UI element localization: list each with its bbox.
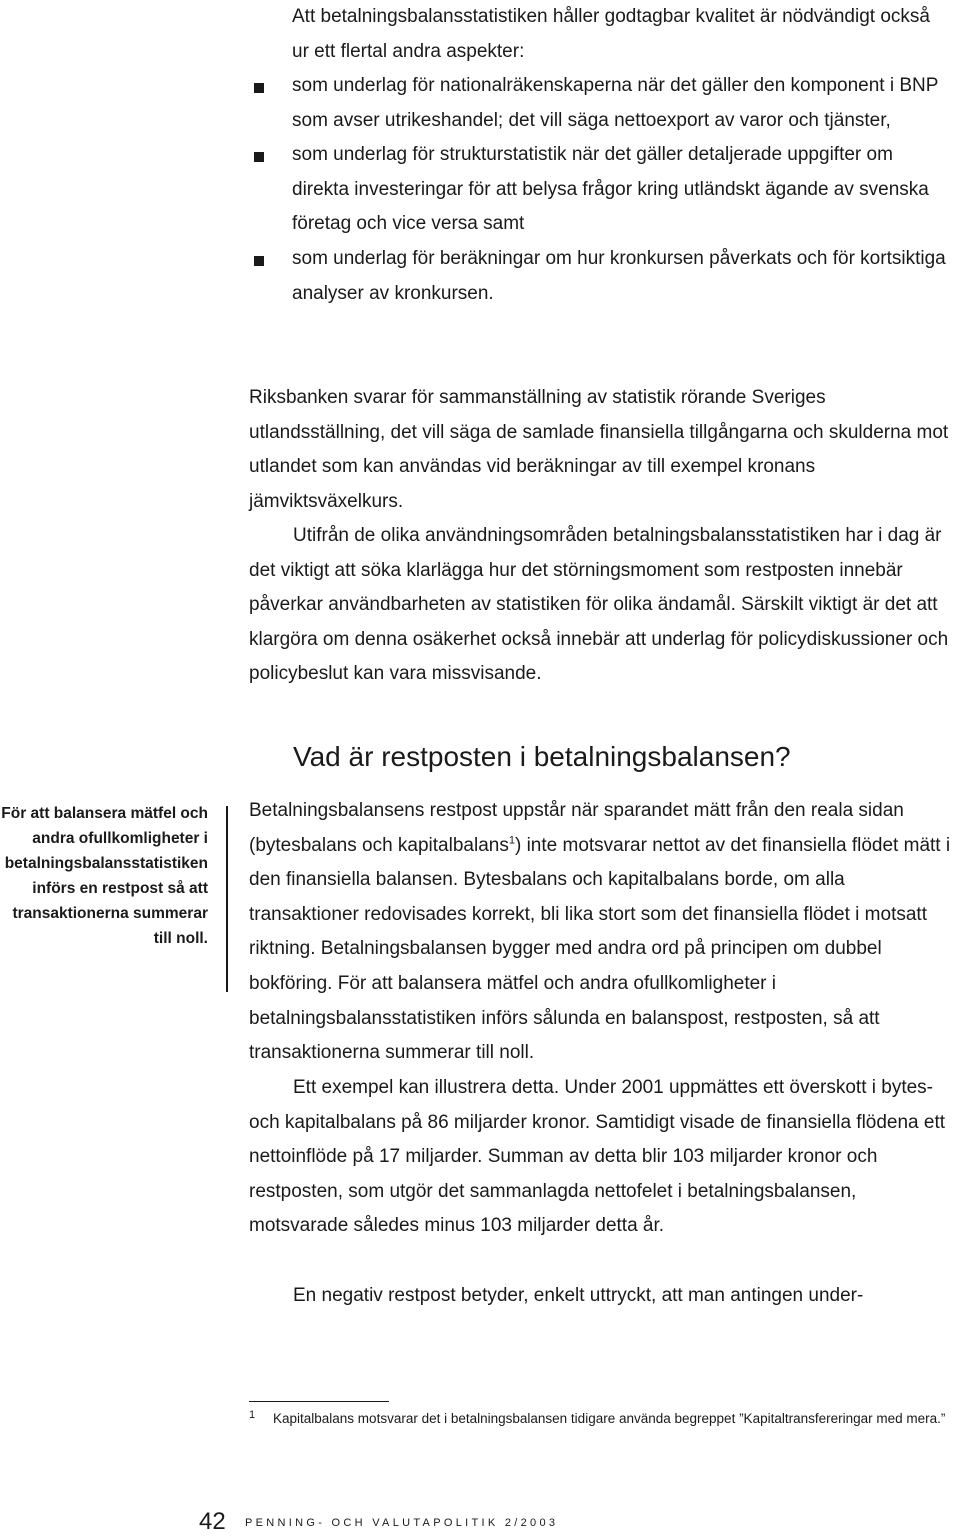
- body-paragraph: [249, 794, 954, 1071]
- footnote-divider: [249, 1401, 389, 1402]
- footnote-reference: 1: [508, 834, 515, 847]
- body-paragraph: Utifrån de olika användningsområden betalningsbalansstatistiken har i dag är det viktigt att söka klarlägga hur det störningsmoment som restposten innebär påverkar användbarheten av statistiken för olika ändamål. Särskilt viktigt är det att klargöra om denna osäkerhet också innebär att underlag för policydiskussioner och policybeslut kan vara missvisande.: [249, 525, 949, 685]
- body-paragraph: Ett exempel kan illustrera detta. Under 2001 uppmättes ett överskott i bytes- och kapitalbalans på 86 miljarder kronor. Samtidigt visade de finansiella flödena ett nettoinflöde på 17 miljarder. Summan av detta blir 103 miljarder kronor och restposten, som utgör det sammanlagda nettofelet i betalningsbalansen, motsvarade således minus 103 miljarder detta år.: [249, 1077, 946, 1237]
- list-item-text: som underlag för nationalräkenskaperna när det gäller den komponent i BNP som avser utrikeshandel; det vill säga nettoexport av varor och tjänster,: [292, 75, 939, 131]
- page-number: 42: [199, 1508, 226, 1535]
- list-item-text: som underlag för beräkningar om hur kronkursen påverkats och för kortsiktiga analyser av kronkursen.: [292, 247, 946, 304]
- footnote-number: 1: [249, 1409, 256, 1421]
- list-item-text: som underlag för strukturstatistik när det gäller detaljerade uppgifter om direkta investeringar för att belysa frågor kring utländskt ägande av svenska företag och vice versa samt: [292, 144, 929, 235]
- bullet-square-icon: [254, 256, 264, 266]
- bullet-square-icon: [254, 152, 264, 162]
- paragraph-text: Betalningsbalansens restpost uppstår när sparandet mätt från den reala sidan (bytesbalans och kapitalbalans: [249, 800, 904, 856]
- bullet-square-icon: [254, 83, 264, 93]
- section-heading: Vad är restposten i betalningsbalansen?: [293, 741, 791, 772]
- list-item: [292, 138, 952, 242]
- body-paragraph: En negativ restpost betyder, enkelt uttryckt, att man antingen under-: [293, 1285, 864, 1306]
- footnote-text: Kapitalbalans motsvarar det i betalningsbalansen tidigare använda begreppet ”Kapitaltransfereringar med mera.”: [273, 1411, 946, 1426]
- aspects-list: [292, 69, 952, 311]
- margin-note: För att balansera mätfel och andra ofullkomligheter i betalningsbalansstatistiken införs en restpost så att transaktionerna summerar till noll.: [1, 805, 208, 947]
- body-paragraph: Riksbanken svarar för sammanställning av statistik rörande Sveriges utlandsställning, det vill säga de samlade finansiella tillgångarna och skulderna mot utlandet som kan användas vid beräkningar av till exempel kronans jämviktsväxelkurs.: [249, 387, 949, 512]
- margin-note-rule: [226, 806, 228, 992]
- list-item: [292, 242, 952, 311]
- footnote: [249, 1408, 959, 1429]
- running-title: PENNING- OCH VALUTAPOLITIK 2/2003: [245, 1517, 559, 1529]
- list-item: [292, 69, 952, 138]
- intro-paragraph: Att betalningsbalansstatistiken håller godtagbar kvalitet är nödvändigt också ur ett flertal andra aspekter:: [292, 6, 930, 62]
- paragraph-text: ) inte motsvarar nettot av det finansiella flödet mätt i den finansiella balansen. Bytesbalans och kapitalbalans borde, om alla transaktioner redovisades korrekt, bli lika stort som det finansiella flödet i motsatt riktning. Betalningsbalansen bygger med andra ord på principen om dubbel bokföring. För att balansera mätfel och andra ofullkomligheter i betalningsbalansstatistiken införs sålunda en balanspost, restposten, så att transaktionerna summerar till noll.: [249, 834, 951, 1064]
